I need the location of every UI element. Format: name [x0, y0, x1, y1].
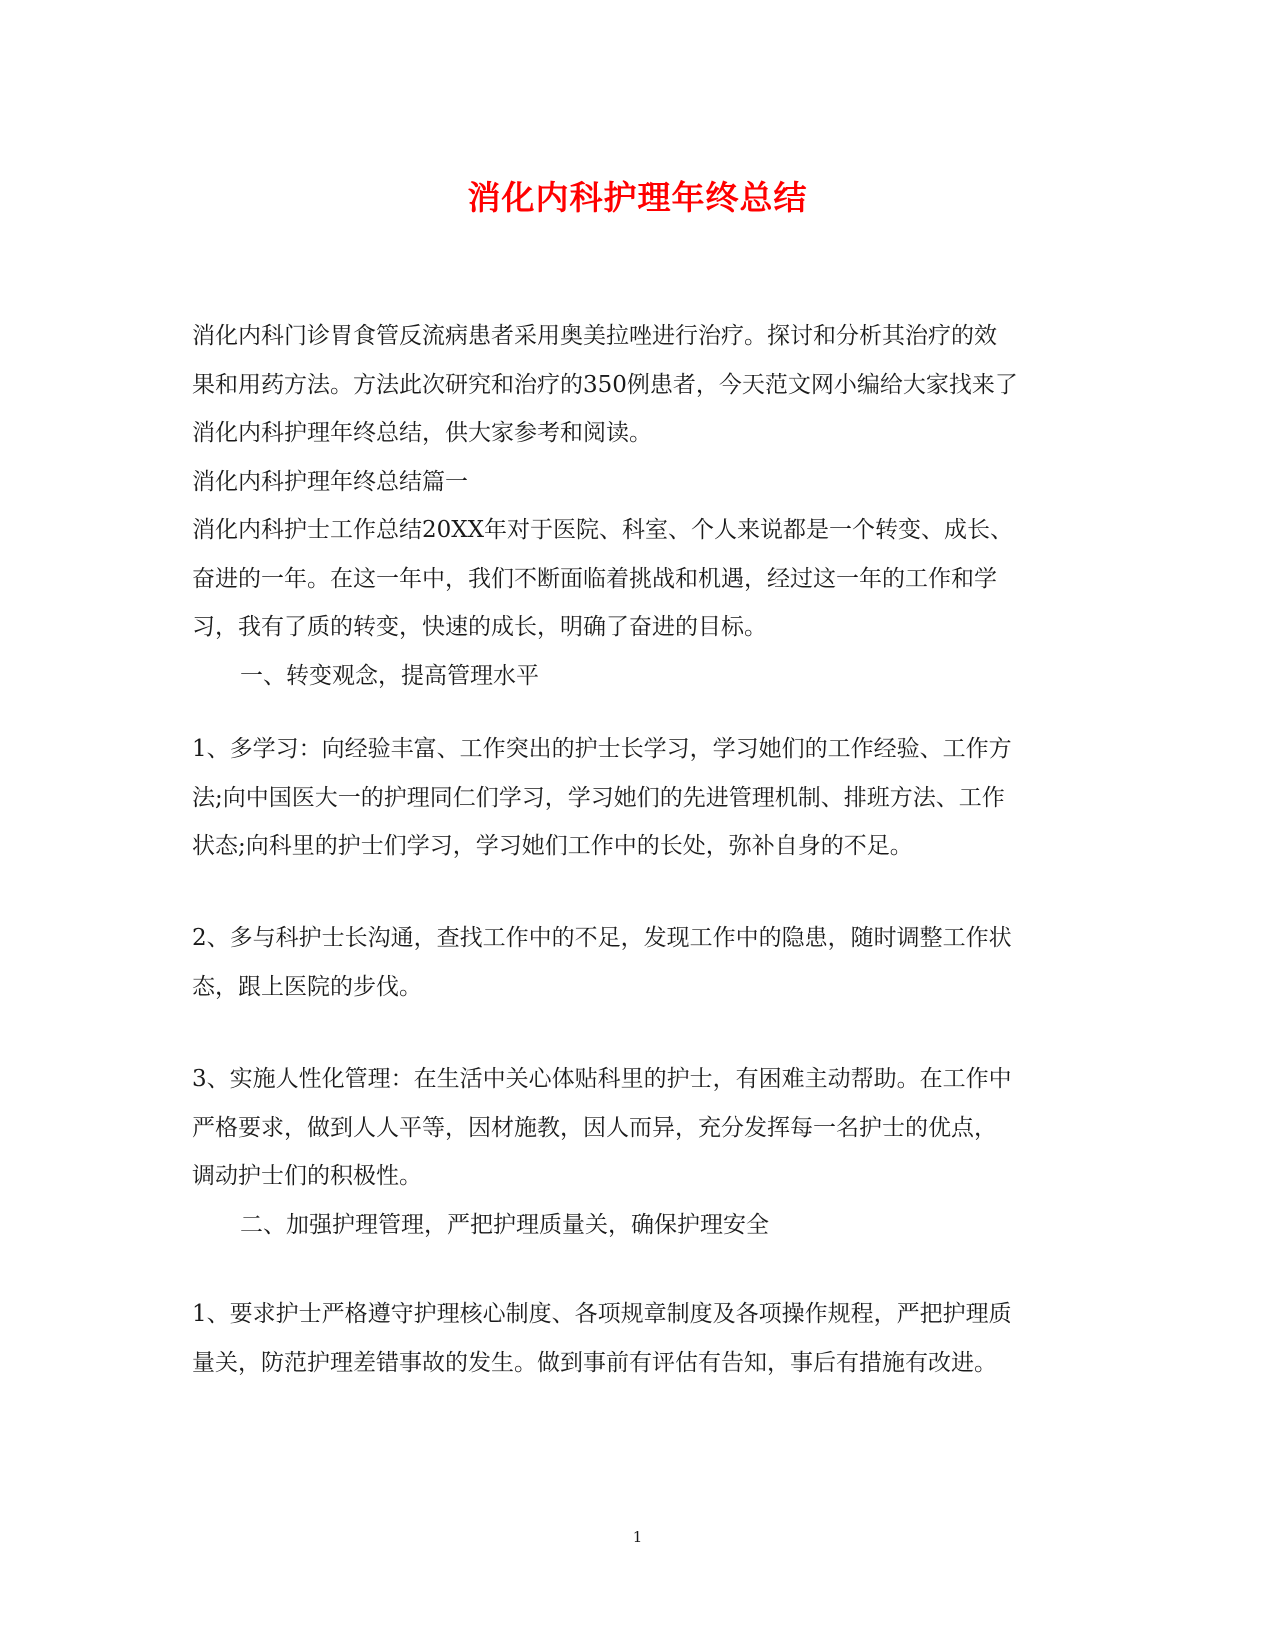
- section-heading-2: 二、加强护理管理，严把护理质量关，确保护理安全: [240, 1211, 769, 1238]
- document-title: 消化内科护理年终总结: [467, 178, 808, 217]
- intro-paragraph: [192, 312, 1082, 700]
- section-subtitle: 消化内科护理年终总结篇一: [192, 468, 468, 495]
- list-item: [192, 1055, 1082, 1249]
- text-line: 3、实施人性化管理：在生活中关心体贴科里的护士，有困难主动帮助。在工作中: [192, 1066, 1012, 1092]
- text-line: 严格要求，做到人人平等，因材施教，因人而异，充分发挥每一名护士的优点，: [192, 1114, 997, 1141]
- text-line: 法;向中国医大一的护理同仁们学习，学习她们的先进管理机制、排班方法、工作: [192, 784, 1005, 811]
- list-item: [192, 725, 1082, 871]
- text-line: 消化内科护士工作总结20XX年对于医院、科室、个人来说都是一个转变、成长、: [192, 517, 1014, 543]
- text-line: 1、要求护士严格遵守护理核心制度、各项规章制度及各项操作规程，严把护理质: [192, 1301, 1012, 1327]
- page-number: 1: [632, 1528, 643, 1546]
- list-item: [192, 1290, 1082, 1387]
- list-item: [192, 914, 1082, 1011]
- text-line: 消化内科护理年终总结，供大家参考和阅读。: [192, 420, 652, 446]
- text-line: 量关，防范护理差错事故的发生。做到事前有评估有告知，事后有措施有改进。: [192, 1349, 997, 1376]
- section-heading-1: 一、转变观念，提高管理水平: [240, 662, 539, 689]
- text-line: 消化内科门诊胃食管反流病患者采用奥美拉唑进行治疗。探讨和分析其治疗的效: [192, 323, 997, 349]
- text-line: 奋进的一年。在这一年中，我们不断面临着挑战和机遇，经过这一年的工作和学: [192, 565, 997, 592]
- text-line: 状态;向科里的护士们学习，学习她们工作中的长处，弥补自身的不足。: [192, 833, 913, 859]
- text-line: 1、多学习：向经验丰富、工作突出的护士长学习，学习她们的工作经验、工作方: [192, 736, 1012, 762]
- text-line: 习，我有了质的转变，快速的成长，明确了奋进的目标。: [192, 614, 767, 640]
- text-line: 态，跟上医院的步伐。: [192, 973, 422, 1000]
- text-line: 2、多与科护士长沟通，查找工作中的不足，发现工作中的隐患，随时调整工作状: [192, 925, 1012, 951]
- text-line: 果和用药方法。方法此次研究和治疗的350例患者，今天范文网小编给大家找来了: [192, 371, 1018, 398]
- text-line: 调动护士们的积极性。: [192, 1163, 422, 1189]
